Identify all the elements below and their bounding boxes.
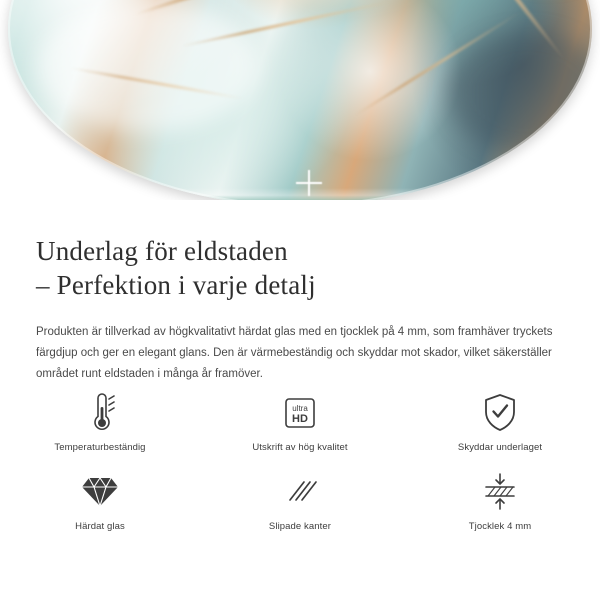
ultra-hd-icon xyxy=(278,390,322,436)
feature-label: Skyddar underlaget xyxy=(457,442,543,453)
headline-line-1: Underlag för eldstaden xyxy=(36,236,288,266)
diamond-icon xyxy=(78,469,122,515)
shield-check-icon xyxy=(480,390,520,436)
page-title xyxy=(0,200,600,302)
polished-edges-icon xyxy=(278,469,322,515)
hero-image xyxy=(0,0,600,200)
feature-label: Slipade kanter xyxy=(268,521,332,532)
headline-line-2: – Perfektion i varje detalj xyxy=(36,270,316,300)
product-description-block xyxy=(0,200,600,385)
marble-swirl xyxy=(258,0,438,2)
feature-label: Härdat glas xyxy=(75,521,125,532)
svg-text:ultra: ultra xyxy=(292,404,308,413)
feature-item-thickness xyxy=(400,469,600,532)
marble-swirl xyxy=(448,32,592,152)
feature-label: Tjocklek 4 mm xyxy=(468,521,532,532)
description-paragraph: Produkten är tillverkad av högkvalitativt härdat glas med en tjocklek på 4 mm, som framhäver tryckets färgdjup och ger en elegant glans. Den är värmebeständig och skyddar mot skador, vilket säkerställer området runt eldstaden i många år framöver. xyxy=(36,326,553,380)
thermometer-icon xyxy=(80,390,120,436)
feature-label: Temperaturbeständig xyxy=(54,442,146,453)
svg-text:HD: HD xyxy=(292,413,308,425)
marble-glass-oval xyxy=(8,0,592,200)
feature-item-tempered-glass xyxy=(0,469,200,532)
thickness-icon xyxy=(478,469,522,515)
feature-label: Utskrift av hög kvalitet xyxy=(252,442,348,453)
glass-edge-highlight xyxy=(8,188,592,200)
feature-item-polished-edges xyxy=(200,469,400,532)
feature-item-temperature xyxy=(0,390,200,453)
feature-grid xyxy=(0,390,600,532)
feature-item-protection xyxy=(400,390,600,453)
feature-item-print-quality xyxy=(200,390,400,453)
